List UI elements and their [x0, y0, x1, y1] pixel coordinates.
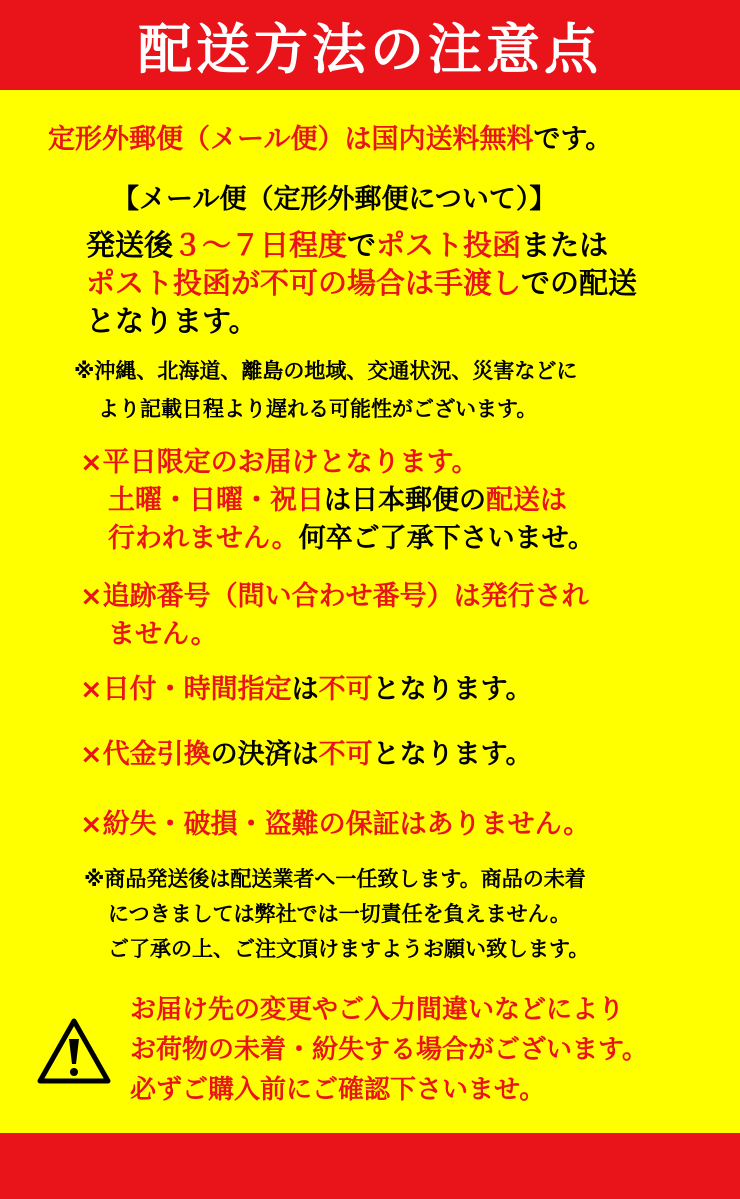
no-cod-item: ×代金引換の決済は不可となります。 [80, 739, 533, 770]
page-title: 配送方法の注意点 [138, 17, 602, 81]
no-tracking-item: ×追跡番号（問い合わせ番号）は発行され ません。 [80, 581, 589, 650]
delivery-description: 発送後３～７日程度でポスト投函または ポスト投函が不可の場合は手渡しでの配送 となります。 [86, 228, 638, 338]
warning-message: お届け先の変更やご入力間違いなどにより お荷物の未着・紛失する場合がございます。 必ずご購入前にご確認下さいませ。 [130, 995, 648, 1105]
no-guarantee-item: ×紛失・破損・盗難の保証はありません。 [80, 809, 591, 840]
header-banner [0, 0, 740, 90]
mail-service-heading: 【メール便（定形外郵便について）】 [112, 184, 557, 215]
delay-note: ※沖縄、北海道、離島の地域、交通状況、災害などに より記載日程より遅れる可能性がございます。 [74, 359, 578, 421]
responsibility-note: ※商品発送後は配送業者へ一任致します。商品の未着 につきましては弊社では一切責任を負えません。 ご了承の上、ご注文頂けますようお願い致します。 [84, 867, 590, 961]
free-shipping-notice: 定形外郵便（メール便）は国内送料無料です。 [48, 124, 613, 155]
warning-triangle-icon [36, 1017, 112, 1087]
no-date-time-item: ×日付・時間指定は不可となります。 [80, 674, 533, 705]
footer-banner [0, 1133, 740, 1199]
weekday-only-item: ×平日限定のお届けとなります。 土曜・日曜・祝日は日本郵便の配送は 行われません。何卒ご了承下さいませ。 [80, 447, 595, 554]
